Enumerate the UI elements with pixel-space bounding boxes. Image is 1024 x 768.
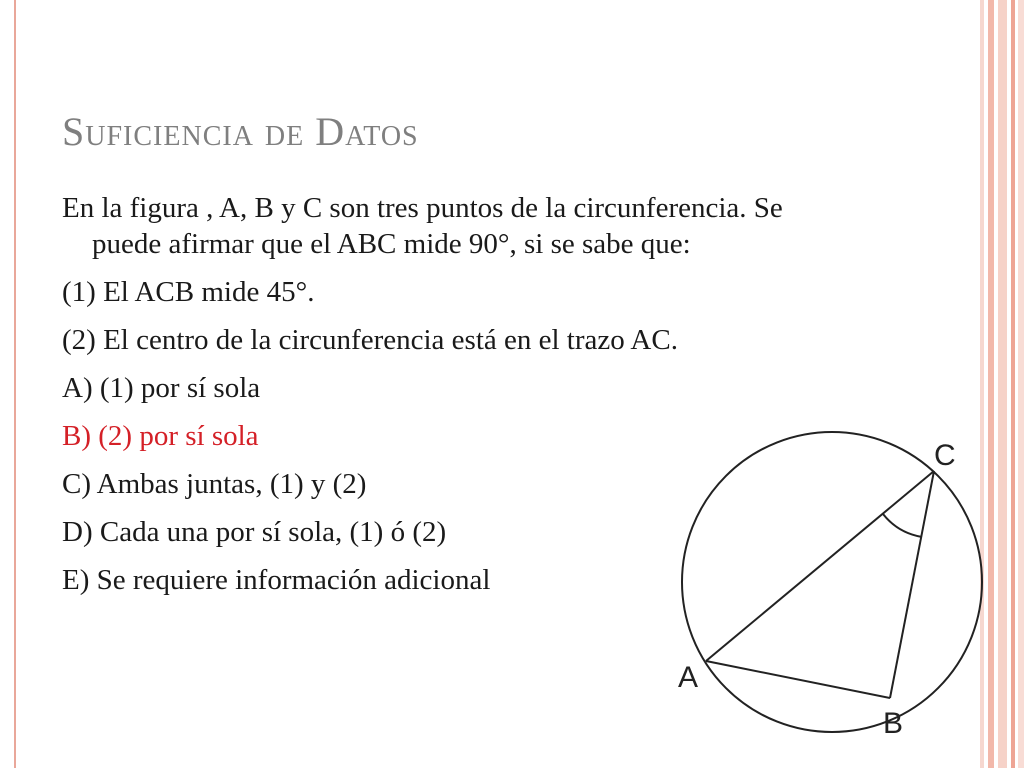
option-c: C) Ambas juntas, (1) y (2): [62, 468, 367, 500]
label-a: A: [678, 661, 699, 694]
segment-ab: [706, 661, 890, 698]
condition-1: (1) El ACB mide 45°.: [62, 276, 315, 308]
option-e: E) Se requiere información adicional: [62, 564, 491, 596]
option-d: D) Cada una por sí sola, (1) ó (2): [62, 516, 447, 548]
angle-arc-acb: [883, 514, 922, 537]
option-b: B) (2) por sí sola: [62, 420, 259, 452]
circle-figure: [670, 415, 1000, 745]
condition-2: (2) El centro de la circunferencia está en el trazo AC.: [62, 324, 678, 356]
label-c: C: [934, 439, 956, 472]
label-b: B: [883, 707, 904, 740]
slide-title: Suficiencia de Datos: [62, 109, 419, 154]
segment-cb: [890, 471, 934, 698]
option-a: A) (1) por sí sola: [62, 372, 261, 404]
problem-statement: En la figura , A, B y C son tres puntos de la circunferencia. Se puede afirmar que el ABC mide 90°, si se sabe que:: [62, 192, 783, 260]
segment-ac: [706, 471, 934, 661]
left-border-line: [14, 0, 16, 768]
